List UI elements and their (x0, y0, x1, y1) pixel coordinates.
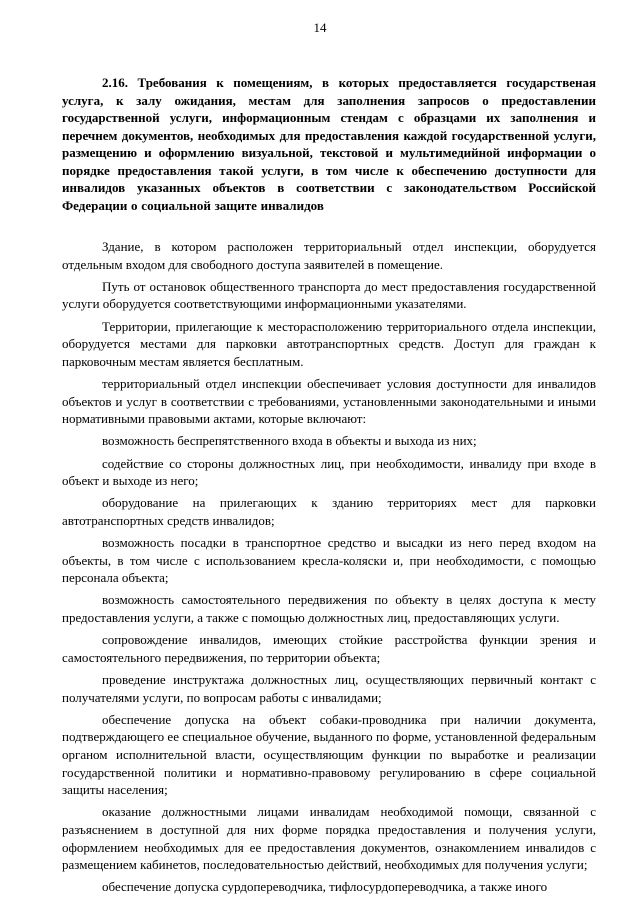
list-item: возможность посадки в транспортное средство и высадки из него перед входом на объекты, в том числе с использованием кресла-коляски и, при необходимости, с помощью персонала объекта; (62, 535, 596, 586)
list-item: возможность беспрепятственного входа в объекты и выхода из них; (102, 433, 477, 449)
paragraph: Здание, в котором расположен территориальный отдел инспекции, оборудуется отдельным входом для свободного доступа заявителей в помещение. (62, 239, 596, 272)
list-item: оказание должностными лицами инвалидам необходимой помощи, связанной с разъяснением в доступной для них форме порядка предоставления и получения услуги, оформлением необходимых для ее предоставления документов, ознакомлением инвалидов с размещением кабинетов, последовательностью действий, необходимых для получения услуги; (62, 804, 596, 873)
paragraph: Территории, прилегающие к месторасположению территориального отдела инспекции, оборудуется местами для парковки автотранспортных средств. Доступ для граждан к парковочным местам является бесплатным. (62, 318, 596, 369)
paragraph: Путь от остановок общественного транспорта до мест предоставления государственной услуги оборудуется соответствующими информационными указателями. (62, 278, 596, 312)
list-item: обеспечение допуска сурдопереводчика, тифлосурдопереводчика, а также иного (102, 879, 548, 895)
section-number: 2.16. (102, 75, 128, 90)
list-item: оборудование на прилегающих к зданию территориях мест для парковки автотранспортных средств инвалидов; (62, 495, 596, 528)
list-item: обеспечение допуска на объект собаки-проводника при наличии документа, подтверждающего ее специальное обучение, выданного по форме, установленной федеральным органом исполнительной власти, осуществляющим функции по выработке и реализации государственной политики и нормативно-правовому регулированию в сфере социальной защиты населения; (62, 711, 596, 798)
list-item: возможность самостоятельного передвижения по объекту в целях доступа к месту предоставления услуги, а также с помощью должностных лиц, предоставляющих услуги. (62, 592, 596, 626)
section-heading (62, 74, 596, 214)
page-number: 14 (313, 20, 327, 35)
body-text (62, 238, 596, 901)
list-item: проведение инструктажа должностных лиц, осуществляющих первичный контакт с получателями услуги, по вопросам работы с инвалидами; (62, 672, 596, 705)
list-item: содействие со стороны должностных лиц, при необходимости, инвалиду при входе в объект и выходе из него; (62, 455, 596, 489)
list-item: сопровождение инвалидов, имеющих стойкие расстройства функции зрения и самостоятельного передвижения, по территории объекта; (62, 632, 596, 665)
paragraph: территориальный отдел инспекции обеспечивает условия доступности для инвалидов объектов и услуг в соответствии с требованиями, установленными законодательными и иными нормативными правовыми актами, которые включают: (62, 375, 596, 427)
section-title: Требования к помещениям, в которых предоставляется государственая услуга, к залу ожидания, местам для заполнения запросов о предоставлении государственной услуги, информационным стендам с образцами их заполнения и перечнем документов, необходимых для предоставления каждой государственной услуги, размещению и оформлению визуальной, текстовой и мультимедийной информации о порядке предоставления такой услуги, в том числе к обеспечению доступности для инвалидов указанных объектов в соответствии с законодательством Российской Федерации о социальной защите инвалидов (62, 75, 597, 213)
